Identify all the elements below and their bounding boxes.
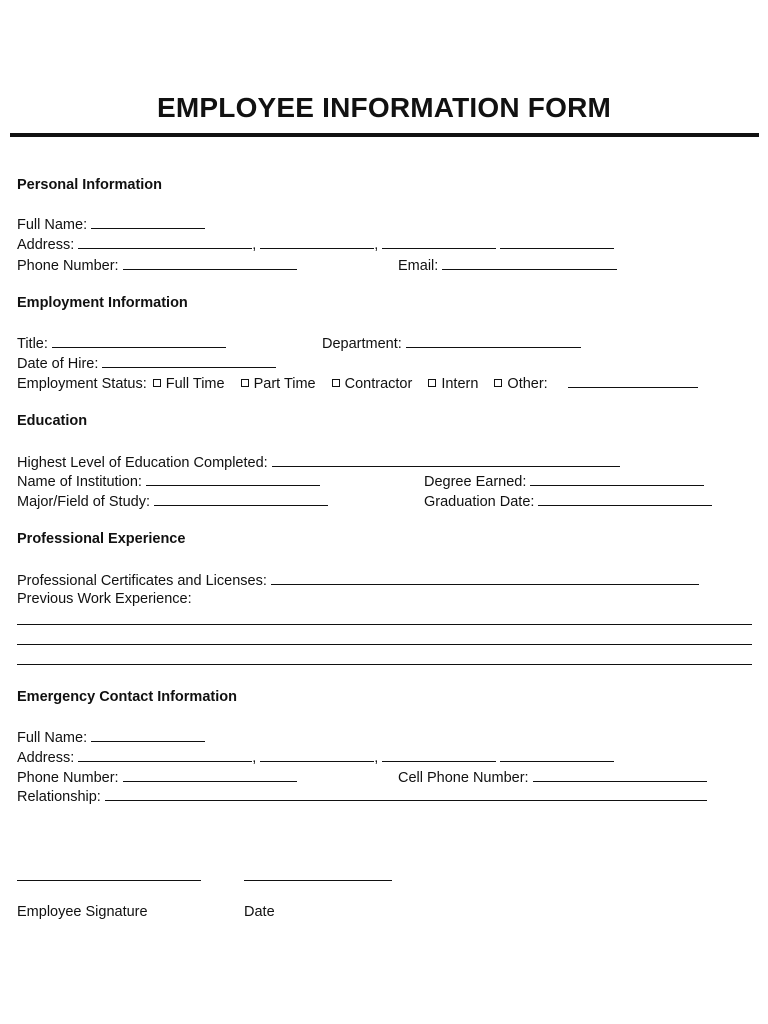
department-field[interactable] bbox=[406, 334, 581, 348]
graduation-field[interactable] bbox=[538, 492, 712, 506]
relationship-label: Relationship: bbox=[17, 789, 101, 805]
emergency-phone-label: Phone Number: bbox=[17, 770, 119, 786]
full-name-label: Full Name: bbox=[17, 217, 88, 233]
department-label: Department: bbox=[322, 336, 402, 352]
section-heading-emergency: Emergency Contact Information bbox=[17, 689, 237, 705]
highest-level-field[interactable] bbox=[272, 453, 620, 467]
address-label: Address: bbox=[17, 237, 75, 253]
professional-certificates-row bbox=[17, 571, 699, 589]
graduation-label: Graduation Date: bbox=[424, 494, 535, 510]
emergency-address-row bbox=[17, 748, 614, 766]
title-rule bbox=[10, 133, 759, 137]
address-zip-field[interactable] bbox=[500, 235, 614, 249]
checkbox-full-time[interactable]: Full Time bbox=[153, 376, 225, 392]
emergency-full-name-row bbox=[17, 728, 205, 746]
checkbox-icon bbox=[332, 379, 340, 387]
date-label: Date bbox=[244, 904, 275, 920]
date-of-hire-field[interactable] bbox=[102, 354, 276, 368]
emergency-address-zip-field[interactable] bbox=[500, 748, 614, 762]
checkbox-contractor[interactable]: Contractor bbox=[332, 376, 413, 392]
employee-signature-label: Employee Signature bbox=[17, 904, 148, 920]
date-of-hire-label: Date of Hire: bbox=[17, 356, 99, 372]
title-field[interactable] bbox=[52, 334, 226, 348]
emergency-phone-row bbox=[17, 768, 297, 786]
address-state-field[interactable] bbox=[382, 235, 496, 249]
emergency-cell-item bbox=[398, 768, 707, 786]
personal-phone-row bbox=[17, 256, 297, 274]
education-graduation-item bbox=[424, 492, 712, 510]
section-heading-personal: Personal Information bbox=[17, 177, 163, 193]
comma-separator: , bbox=[374, 750, 379, 766]
employment-status-row bbox=[17, 374, 698, 392]
major-field[interactable] bbox=[154, 492, 328, 506]
checkbox-icon bbox=[153, 379, 161, 387]
checkbox-icon bbox=[494, 379, 502, 387]
employee-signature-line[interactable] bbox=[17, 880, 201, 881]
emergency-full-name-label: Full Name: bbox=[17, 730, 88, 746]
emergency-relationship-row bbox=[17, 787, 707, 805]
certificates-field[interactable] bbox=[271, 571, 699, 585]
previous-experience-label: Previous Work Experience: bbox=[17, 591, 192, 607]
institution-label: Name of Institution: bbox=[17, 474, 142, 490]
emergency-address-label: Address: bbox=[17, 750, 75, 766]
cell-phone-field[interactable] bbox=[533, 768, 707, 782]
phone-field[interactable] bbox=[123, 256, 297, 270]
emergency-address-city-field[interactable] bbox=[260, 748, 374, 762]
email-label: Email: bbox=[398, 258, 439, 274]
checkbox-part-time[interactable]: Part Time bbox=[241, 376, 316, 392]
education-institution-row bbox=[17, 472, 320, 490]
degree-label: Degree Earned: bbox=[424, 474, 527, 490]
full-name-field[interactable] bbox=[91, 215, 205, 229]
education-highest-row bbox=[17, 453, 620, 471]
comma-separator: , bbox=[374, 237, 379, 253]
highest-level-label: Highest Level of Education Completed: bbox=[17, 455, 268, 471]
previous-experience-line-1[interactable] bbox=[17, 624, 752, 625]
comma-separator: , bbox=[252, 237, 257, 253]
personal-address-row bbox=[17, 235, 614, 253]
phone-label: Phone Number: bbox=[17, 258, 119, 274]
employment-status-label: Employment Status: bbox=[17, 376, 147, 392]
date-signature-line[interactable] bbox=[244, 880, 392, 881]
page-title: EMPLOYEE INFORMATION FORM bbox=[156, 92, 612, 123]
checkbox-icon bbox=[428, 379, 436, 387]
comma-separator: , bbox=[252, 750, 257, 766]
emergency-address-street-field[interactable] bbox=[78, 748, 252, 762]
cell-phone-label: Cell Phone Number: bbox=[398, 770, 529, 786]
title-label: Title: bbox=[17, 336, 48, 352]
employment-department-item bbox=[322, 334, 581, 352]
degree-field[interactable] bbox=[530, 472, 704, 486]
checkbox-icon bbox=[241, 379, 249, 387]
section-heading-employment: Employment Information bbox=[17, 295, 188, 311]
emergency-phone-field[interactable] bbox=[123, 768, 297, 782]
professional-previous-row bbox=[17, 591, 192, 607]
email-field[interactable] bbox=[442, 256, 617, 270]
education-degree-item bbox=[424, 472, 704, 490]
address-street-field[interactable] bbox=[78, 235, 252, 249]
emergency-full-name-field[interactable] bbox=[91, 728, 205, 742]
previous-experience-line-2[interactable] bbox=[17, 644, 752, 645]
employment-hire-row bbox=[17, 354, 276, 372]
checkbox-other[interactable]: Other: bbox=[494, 376, 547, 392]
personal-email-item bbox=[398, 256, 617, 274]
other-status-field[interactable] bbox=[568, 374, 698, 388]
address-city-field[interactable] bbox=[260, 235, 374, 249]
relationship-field[interactable] bbox=[105, 787, 707, 801]
institution-field[interactable] bbox=[146, 472, 320, 486]
employment-title-row bbox=[17, 334, 226, 352]
personal-full-name-row bbox=[17, 215, 205, 233]
previous-experience-line-3[interactable] bbox=[17, 664, 752, 665]
section-heading-professional: Professional Experience bbox=[17, 531, 186, 547]
section-heading-education: Education bbox=[17, 413, 88, 429]
education-major-row bbox=[17, 492, 328, 510]
checkbox-intern[interactable]: Intern bbox=[428, 376, 478, 392]
major-label: Major/Field of Study: bbox=[17, 494, 150, 510]
emergency-address-state-field[interactable] bbox=[382, 748, 496, 762]
certificates-label: Professional Certificates and Licenses: bbox=[17, 573, 267, 589]
